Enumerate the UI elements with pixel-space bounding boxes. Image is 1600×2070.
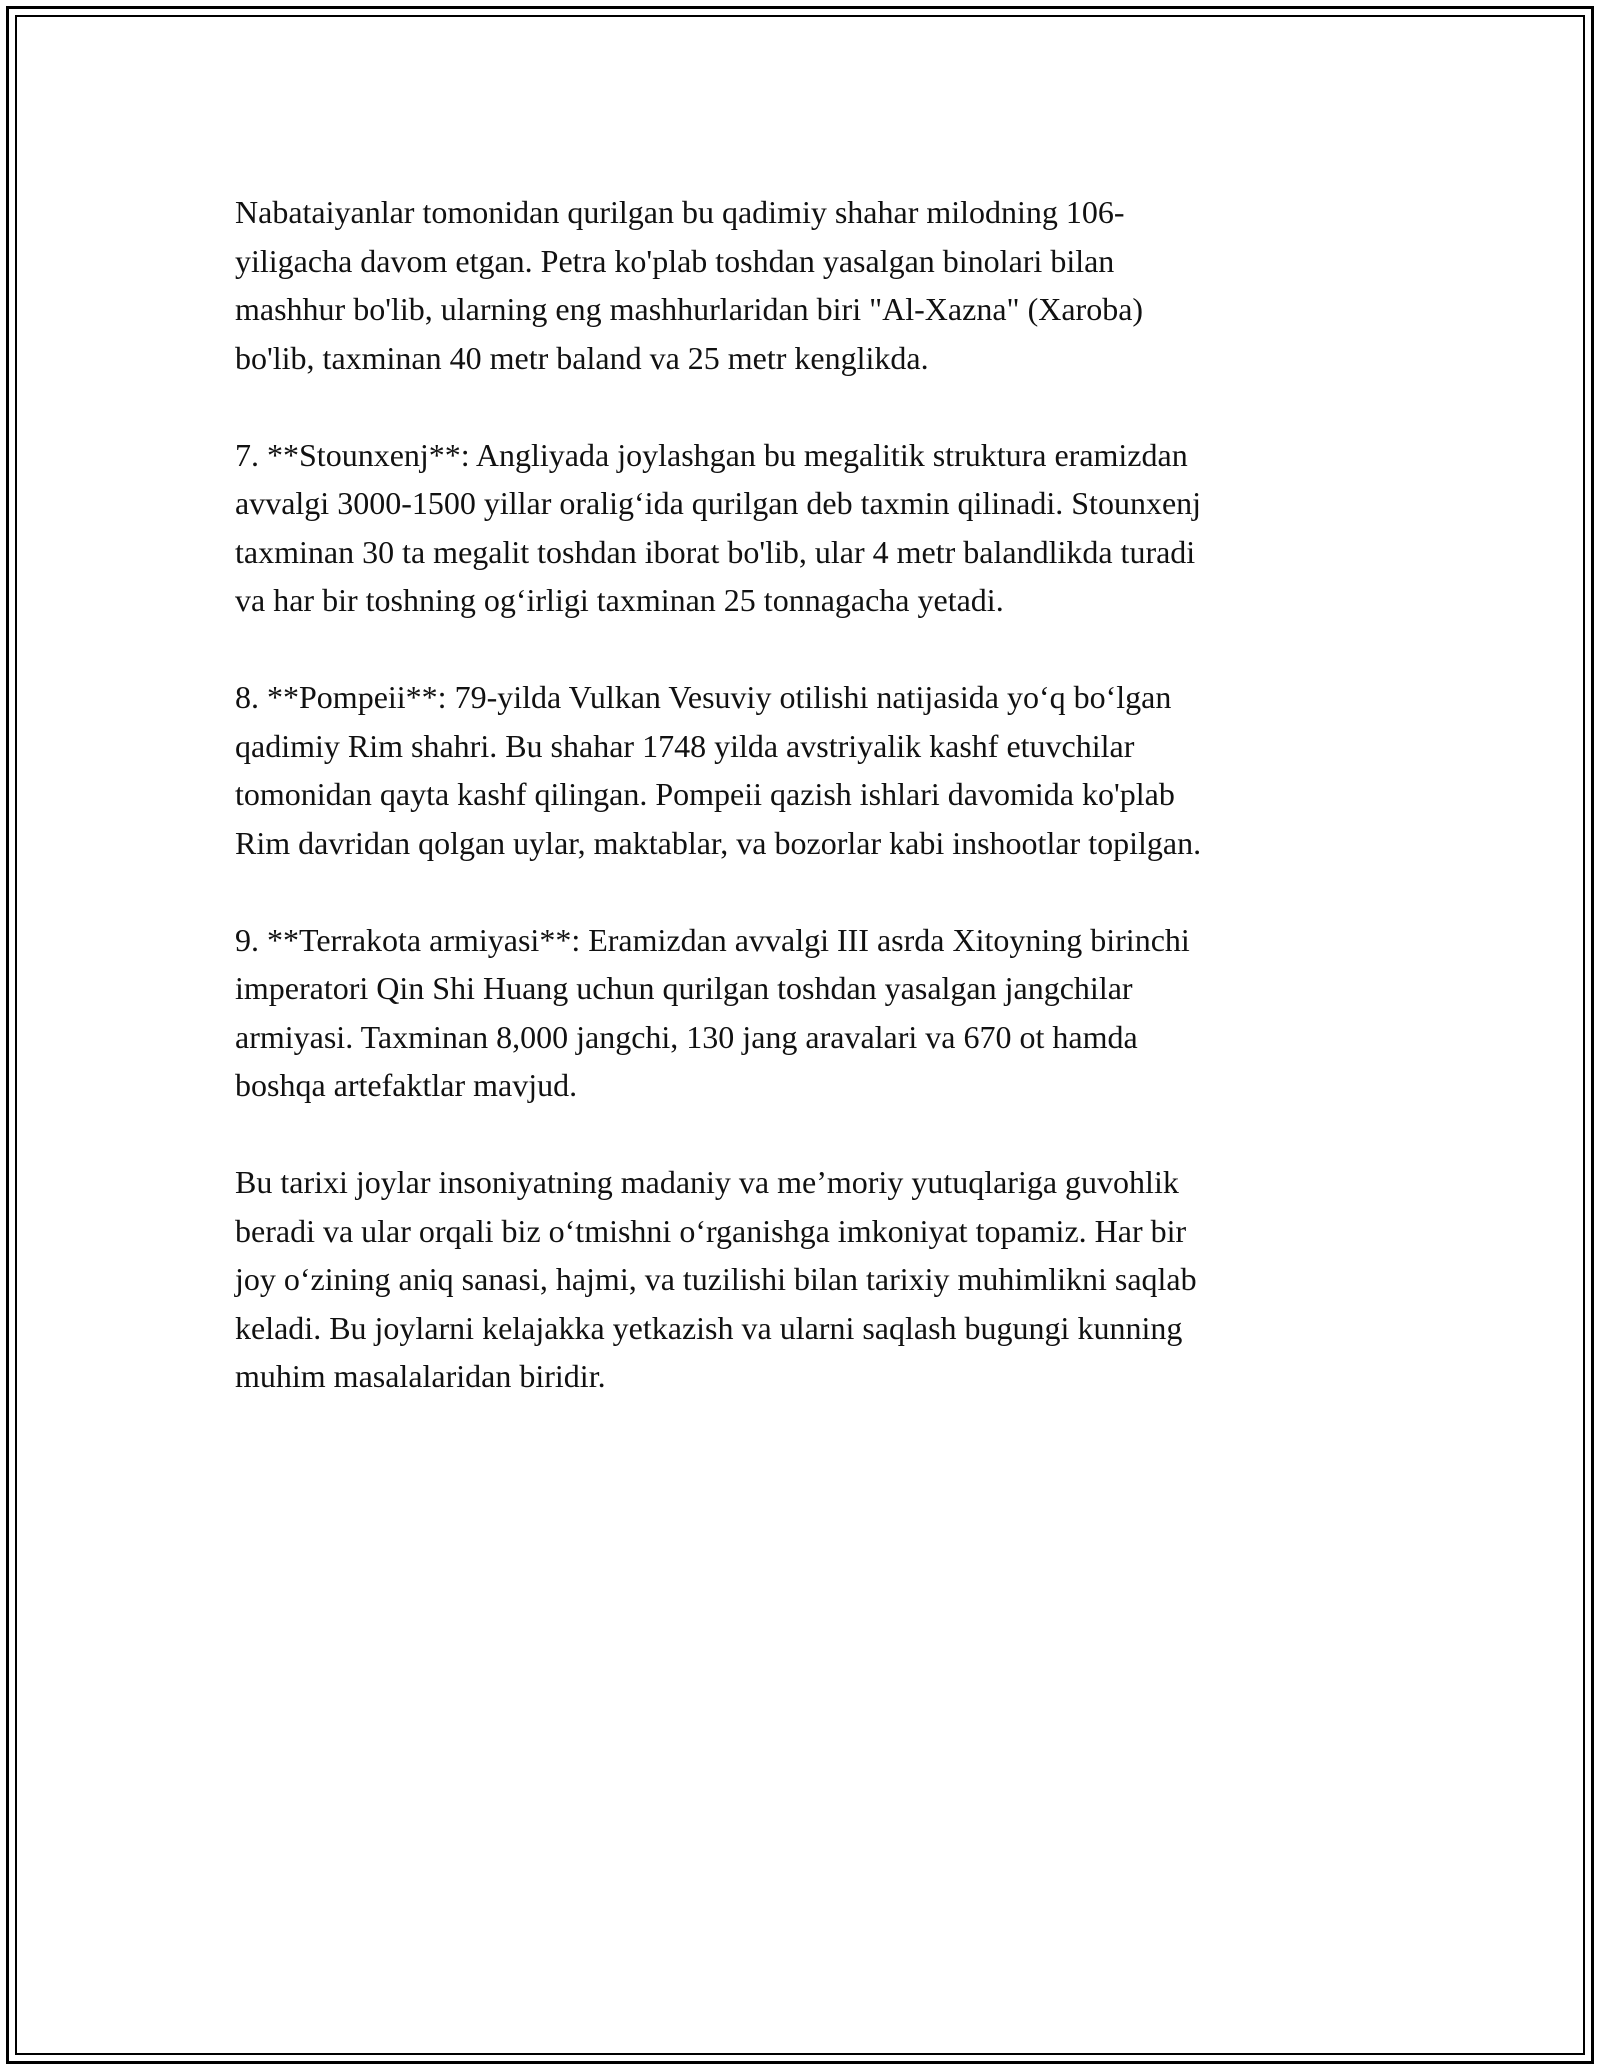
- paragraph-petra: [235, 188, 1355, 382]
- paragraph-terracotta-army: [235, 916, 1355, 1110]
- document-body: [235, 188, 1355, 1449]
- paragraph-pompeii: [235, 673, 1355, 867]
- text-line: Rim davridan qolgan uylar, maktablar, va bozorlar kabi inshootlar topilgan.: [235, 824, 1202, 861]
- text-line: 9. **Terrakota armiyasi**: Eramizdan avvalgi III asrda Xitoyning birinchi: [235, 921, 1190, 958]
- text-line: 8. **Pompeii**: 79-yilda Vulkan Vesuviy otilishi natijasida yo‘q bo‘lgan: [235, 679, 1172, 715]
- text-line: keladi. Bu joylarni kelajakka yetkazish va ularni saqlash bugungi kunning: [235, 1309, 1183, 1346]
- text-line: va har bir toshning og‘irligi taxminan 25 tonnagacha yetadi.: [235, 582, 1004, 618]
- text-line: yiligacha davom etgan. Petra ko'plab toshdan yasalgan binolari bilan: [235, 242, 1115, 279]
- text-line: mashhur bo'lib, ularning eng mashhurlaridan biri "Al-Xazna" (Xaroba): [235, 291, 1144, 327]
- text-line: tomonidan qayta kashf qilingan. Pompeii qazish ishlari davomida ko'plab: [235, 776, 1175, 812]
- paragraph-stonehenge: [235, 431, 1355, 625]
- text-line: muhim masalalaridan biridir.: [235, 1358, 606, 1394]
- text-line: Nabataiyanlar tomonidan qurilgan bu qadimiy shahar milodning 106-: [235, 194, 1125, 230]
- text-line: joy o‘zining aniq sanasi, hajmi, va tuzilishi bilan tarixiy muhimlikni saqlab: [235, 1261, 1197, 1297]
- text-line: taxminan 30 ta megalit toshdan iborat bo'lib, ular 4 metr balandlikda turadi: [235, 533, 1196, 570]
- paragraph-conclusion: [235, 1158, 1355, 1401]
- text-line: imperatori Qin Shi Huang uchun qurilgan toshdan yasalgan jangchilar: [235, 970, 1133, 1006]
- text-line: bo'lib, taxminan 40 metr baland va 25 metr kenglikda.: [235, 339, 929, 376]
- text-line: qadimiy Rim shahri. Bu shahar 1748 yilda avstriyalik kashf etuvchilar: [235, 727, 1135, 764]
- text-line: beradi va ular orqali biz o‘tmishni o‘rganishga imkoniyat topamiz. Har bir: [235, 1212, 1187, 1249]
- text-line: Bu tarixi joylar insoniyatning madaniy va me’moriy yutuqlariga guvohlik: [235, 1164, 1179, 1200]
- text-line: boshqa artefaktlar mavjud.: [235, 1067, 578, 1103]
- text-line: avvalgi 3000-1500 yillar oralig‘ida qurilgan deb taxmin qilinadi. Stounxenj: [235, 485, 1202, 521]
- text-line: 7. **Stounxenj**: Angliyada joylashgan bu megalitik struktura eramizdan: [235, 436, 1188, 473]
- text-line: armiyasi. Taxminan 8,000 jangchi, 130 jang aravalari va 670 ot hamda: [235, 1018, 1138, 1055]
